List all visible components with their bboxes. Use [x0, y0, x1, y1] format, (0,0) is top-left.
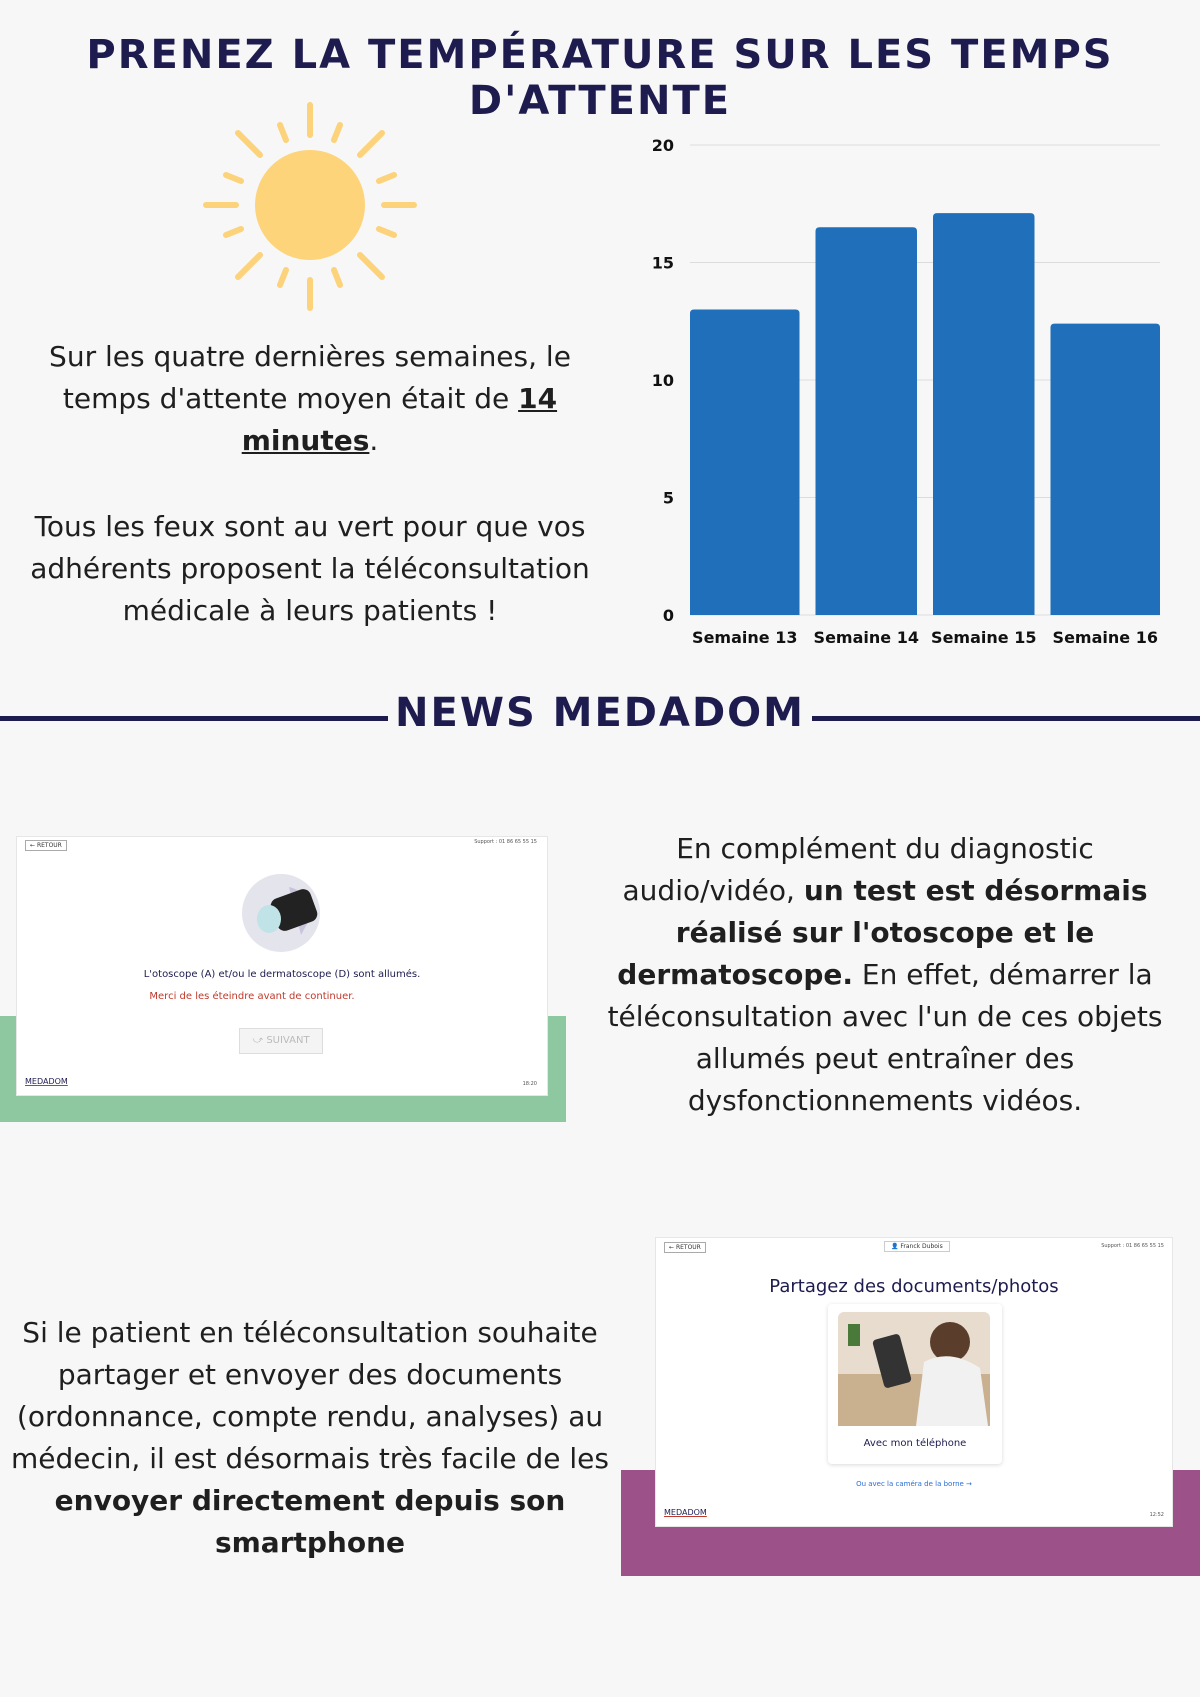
bar: [690, 310, 800, 616]
device-warning: Merci de les éteindre avant de continuer.: [149, 991, 355, 1002]
otoscope-screen-mockup: [16, 836, 548, 1096]
medadom-logo: MEDADOM: [664, 1508, 707, 1517]
news-documents-text: Si le patient en téléconsultation souhaite partager et envoyer des documents (ordonnance, compte rendu, analyses) au médecin, il est désormais très facile de les envoyer directement depuis son smartphone: [11, 1316, 609, 1559]
clock: 18:20: [522, 1081, 537, 1087]
kiosk-camera-link[interactable]: Ou avec la caméra de la borne →: [856, 1480, 972, 1488]
average-wait-highlight: 14 minutes: [241, 382, 558, 457]
x-tick-label: Semaine 14: [813, 628, 919, 647]
support-number: Support : 01 86 65 55 15: [474, 839, 537, 845]
device-status-message: L'otoscope (A) et/ou le dermatoscope (D) sont allumés.: [143, 969, 421, 980]
back-button[interactable]: ← RETOUR: [664, 1242, 706, 1253]
intro-text: Sur les quatre dernières semaines, le temps d'attente moyen était de 14 minutes.: [49, 340, 571, 457]
page-title: PRENEZ LA TEMPÉRATURE SUR LES TEMPS D'ATTENTE: [86, 32, 1114, 124]
y-tick-label: 5: [662, 488, 674, 508]
sun-icon: [200, 100, 420, 315]
news-otoscope-text: En complément du diagnostic audio/vidéo, un test est désormais réalisé sur l'otoscope et le dermatoscope. En effet, démarrer la téléconsultation avec l'un de ces objets allumés peut entraîner des dysfonctionnements vidéos.: [607, 832, 1163, 1117]
x-tick-label: Semaine 15: [931, 628, 1037, 647]
wait-time-bar-chart: [640, 130, 1180, 660]
support-number: Support : 01 86 65 55 15: [1101, 1243, 1164, 1249]
section-title: NEWS MEDADOM: [395, 690, 805, 736]
bar: [933, 213, 1035, 615]
y-tick-label: 10: [651, 371, 674, 390]
phone-photo: [838, 1312, 990, 1426]
x-tick-label: Semaine 16: [1052, 628, 1158, 647]
share-title: Partagez des documents/photos: [769, 1276, 1059, 1297]
x-tick-label: Semaine 13: [692, 628, 798, 647]
phone-upload-card[interactable]: [828, 1304, 1002, 1464]
clock: 12:52: [1149, 1512, 1164, 1518]
back-button[interactable]: ← RETOUR: [25, 840, 67, 851]
next-button[interactable]: ⤻ SUIVANT: [239, 1028, 323, 1054]
section-divider-left: [0, 716, 388, 721]
bar: [1051, 324, 1161, 615]
otoscope-icon: [241, 873, 325, 957]
y-tick-label: 15: [651, 253, 674, 273]
section-divider-right: [812, 716, 1200, 721]
y-tick-label: 0: [662, 606, 674, 625]
medadom-logo: MEDADOM: [25, 1077, 68, 1086]
bar: [816, 227, 918, 615]
user-badge: 👤 Franck Dubois: [884, 1241, 950, 1252]
intro-paragraph-2: Tous les feux sont au vert pour que vos adhérents proposent la téléconsultation médicale à leurs patients !: [30, 510, 590, 627]
card-label: Avec mon téléphone: [863, 1438, 967, 1449]
y-tick-label: 20: [651, 136, 674, 155]
document-share-screen-mockup: [655, 1237, 1173, 1527]
